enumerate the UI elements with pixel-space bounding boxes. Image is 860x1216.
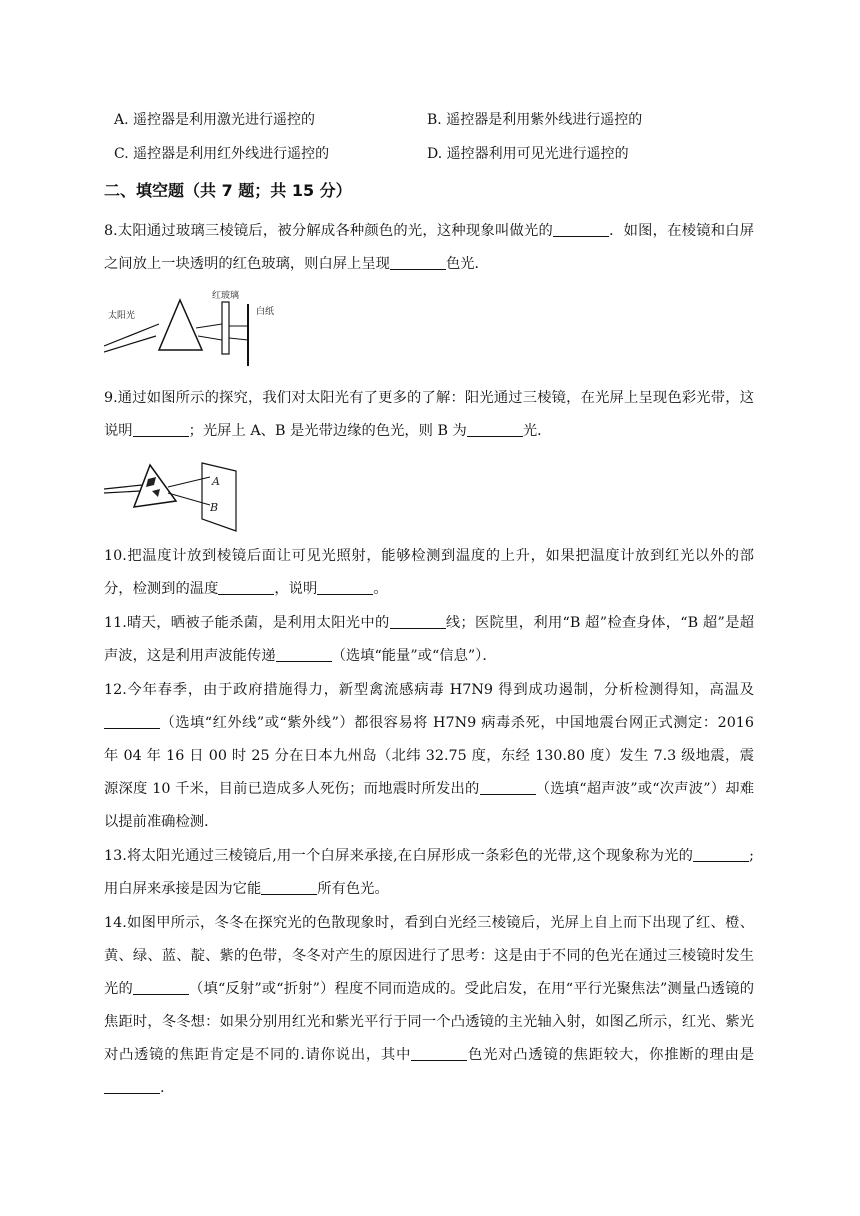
q13-text-3: 所有色光。 (317, 881, 389, 897)
q10-blank-2 (317, 580, 373, 595)
q14-blank-1 (133, 980, 189, 995)
q12-text-3: （选填“超声波”或“次声波”）却难以提前准确检测． (104, 781, 754, 830)
q10-text-1: 10.把温度计放到棱镜后面让可见光照射，能够检测到温度的上升，如果把温度计放到红光以外的部分，检测到的温度 (104, 548, 754, 597)
question-8 (104, 215, 754, 281)
q12-blank-2 (480, 780, 536, 795)
q14-text-1: 14.如图甲所示，冬冬在探究光的色散现象时，看到白光经三棱镜后，光屏上自上而下出现了红、橙、黄、绿、蓝、靛、紫的色带，冬冬对产生的原因进行了思考：这是由于不同的色光在通过三棱镜时发生光的 (104, 915, 754, 997)
q9-fig-label-b: B (210, 501, 219, 514)
q9-text-2: ；光屏上 A、B 是光带边缘的色光，则 B 为 (188, 423, 467, 439)
q14-blank-3 (104, 1079, 160, 1094)
q9-text-1: 9.通过如图所示的探究，我们对太阳光有了更多的了解：阳光通过三棱镜，在光屏上呈现色彩光带，这说明 (104, 390, 754, 439)
q11-text-3: （选填“能量”或“信息”）． (331, 648, 497, 664)
q13-text-1: 13.将太阳光通过三棱镜后,用一个白屏来承接,在白屏形成一条彩色的光带,这个现象称为光的 (104, 848, 694, 864)
q8-text-1: 8.太阳通过玻璃三棱镜后，被分解成各种颜色的光，这种现象叫做光的 (104, 223, 553, 239)
q14-text-2: （填“反射”或“折射”）程度不同而造成的。受此启发，在用“平行光聚焦法”测量凸透镜的焦距时，冬冬想：如果分别用红光和紫光平行于同一个凸透镜的主光轴入射，如图乙所示，红光、紫光对凸透镜的焦距肯定是不同的.请你说出，其中 (104, 981, 754, 1063)
q9-text-3: 光． (522, 423, 552, 439)
q8-text-3: 色光． (445, 256, 489, 272)
section-title: 二、填空题（共 7 题；共 15 分） (104, 181, 352, 200)
q14-text-4: . (160, 1080, 165, 1096)
option-d: D. 遥控器利用可见光进行遥控的 (427, 146, 629, 162)
option-c: C. 遥控器是利用红外线进行遥控的 (114, 146, 330, 162)
question-11 (104, 607, 754, 673)
q10-blank-1 (218, 580, 274, 595)
q8-fig-sun-label: 太阳光 (108, 311, 136, 321)
q9-blank-1 (133, 422, 189, 437)
q8-blank-2 (390, 255, 446, 270)
question-10 (104, 540, 754, 606)
q13-blank-2 (261, 880, 317, 895)
q8-blank-1 (553, 222, 609, 237)
question-14 (104, 907, 754, 1105)
q8-fig-screen-label: 白纸 (256, 307, 275, 317)
q14-text-3: 色光对凸透镜的焦距较大，你推断的理由是 (467, 1047, 754, 1063)
option-a: A. 遥控器是利用激光进行遥控的 (114, 112, 316, 128)
q12-text-2: （选填“红外线”或“紫外线”）都很容易将 H7N9 病毒杀死，中国地震台网正式测定：2016 年 04 年 16 日 00 时 25 分在日本九州岛（北纬 32.75 度，东经 130.80 度）发生 7.3 级地震，震源深度 10 千米，目前已造成多人死伤；而地震时所发出的 (104, 715, 754, 797)
q13-blank-1 (693, 847, 749, 862)
q11-text-2: 线；医院里，利用“B 超”检查身体，“B 超”是超声波，这是利用声波能传递 (104, 615, 754, 664)
q8-prism-figure (104, 288, 284, 368)
q12-text-1: 12.今年春季，由于政府措施得力，新型禽流感病毒 H7N9 得到成功遏制，分析检测得知，高温及 (104, 682, 754, 698)
q13-text-2: ;用白屏来承接是因为它能 (104, 848, 754, 897)
question-12 (104, 674, 754, 839)
q8-fig-glass-label: 红玻璃 (212, 291, 240, 301)
q10-text-3: 。 (373, 581, 388, 597)
question-9 (104, 382, 754, 448)
q9-prism-figure (104, 457, 244, 535)
q11-blank-1 (390, 614, 446, 629)
q11-blank-2 (276, 647, 332, 662)
q8-text-2: ．如图，在棱镜和白屏之间放上一块透明的红色玻璃，则白屏上呈现 (104, 223, 755, 272)
q12-blank-1 (104, 714, 160, 729)
q11-text-1: 11.晴天，晒被子能杀菌，是利用太阳光中的 (104, 615, 390, 631)
option-b: B. 遥控器是利用紫外线进行遥控的 (427, 112, 643, 128)
q9-blank-2 (467, 422, 523, 437)
q14-blank-2 (411, 1046, 467, 1061)
question-13 (104, 840, 754, 906)
q10-text-2: ，说明 (274, 581, 318, 597)
q9-fig-label-a: A (212, 475, 220, 488)
